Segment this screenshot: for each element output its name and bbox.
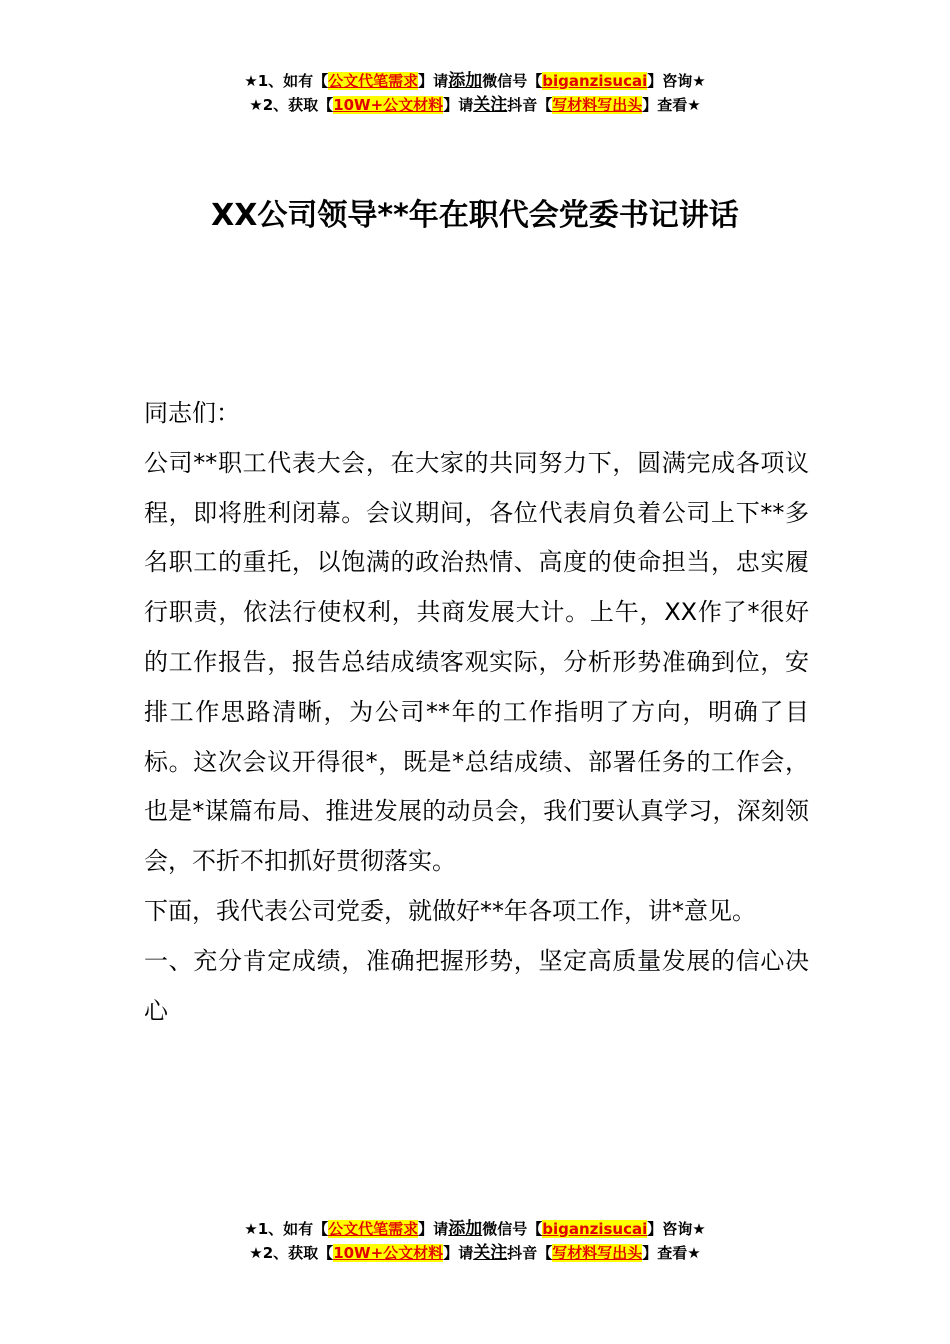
promo-text: ★1、如有【 bbox=[244, 72, 329, 90]
promo-highlight-wechat-id: biganzisucai bbox=[542, 1220, 648, 1238]
body-paragraph: 公司**职工代表大会，在大家的共同努力下，圆满完成各项议程，即将胜利闭幕。会议期间，各位代表肩负着公司上下**多名职工的重托，以饱满的政治热情、高度的使命担当，忠实履行职责，依法行使权利，共商发展大计。上午，XX作了*很好的工作报告，报告总结成绩客观实际，分析形势准确到位，安排工作思路清晰，为公司**年的工作指明了方向，明确了目标。这次会议开得很*，既是*总结成绩、部署任务的工作会，也是*谋篇布局、推进发展的动员会，我们要认真学习，深刻领会，不折不扣抓好贯彻落实。 bbox=[144, 448, 809, 876]
promo-line-2 bbox=[0, 93, 950, 117]
document-title: XX公司领导**年在职代会党委书记讲话 bbox=[211, 198, 739, 233]
promo-highlight-materials: 10W+公文材料 bbox=[333, 1244, 444, 1262]
promo-line-1 bbox=[0, 69, 950, 93]
promo-text: 】查看★ bbox=[642, 1244, 701, 1262]
promo-line-1 bbox=[0, 1217, 950, 1241]
promo-text: 】咨询★ bbox=[647, 72, 706, 90]
promo-highlight-service: 公文代笔需求 bbox=[328, 72, 419, 90]
promo-highlight-wechat-id: biganzisucai bbox=[542, 72, 648, 90]
promo-text: 抖音【 bbox=[507, 1244, 553, 1262]
promo-text: 】请 bbox=[418, 72, 449, 90]
promo-banner-top bbox=[0, 69, 950, 117]
promo-text: ★1、如有【 bbox=[244, 1220, 329, 1238]
promo-emphasis: 关注 bbox=[473, 95, 508, 115]
promo-text: 】查看★ bbox=[642, 96, 701, 114]
promo-line-2 bbox=[0, 1241, 950, 1265]
promo-text: 抖音【 bbox=[507, 96, 553, 114]
promo-text: 】请 bbox=[443, 96, 474, 114]
promo-text: 】请 bbox=[443, 1244, 474, 1262]
body-paragraph: 下面，我代表公司党委，就做好**年各项工作，讲*意见。 bbox=[144, 896, 756, 925]
document-body bbox=[144, 389, 809, 1036]
promo-text: ★2、获取【 bbox=[249, 96, 334, 114]
promo-text: ★2、获取【 bbox=[249, 1244, 334, 1262]
promo-highlight-douyin: 写材料写出头 bbox=[552, 1244, 643, 1262]
promo-banner-bottom bbox=[0, 1217, 950, 1265]
promo-text: 微信号【 bbox=[482, 72, 543, 90]
promo-emphasis: 添加 bbox=[448, 71, 483, 91]
salutation-paragraph: 同志们： bbox=[144, 399, 240, 427]
promo-highlight-douyin: 写材料写出头 bbox=[552, 96, 643, 114]
promo-emphasis: 添加 bbox=[448, 1219, 483, 1239]
promo-emphasis: 关注 bbox=[473, 1243, 508, 1263]
section-heading: 一、充分肯定成绩，准确把握形势，坚定高质量发展的信心决心 bbox=[144, 946, 809, 1025]
promo-text: 】请 bbox=[418, 1220, 449, 1238]
promo-text: 】咨询★ bbox=[647, 1220, 706, 1238]
promo-highlight-materials: 10W+公文材料 bbox=[333, 96, 444, 114]
promo-highlight-service: 公文代笔需求 bbox=[328, 1220, 419, 1238]
promo-text: 微信号【 bbox=[482, 1220, 543, 1238]
